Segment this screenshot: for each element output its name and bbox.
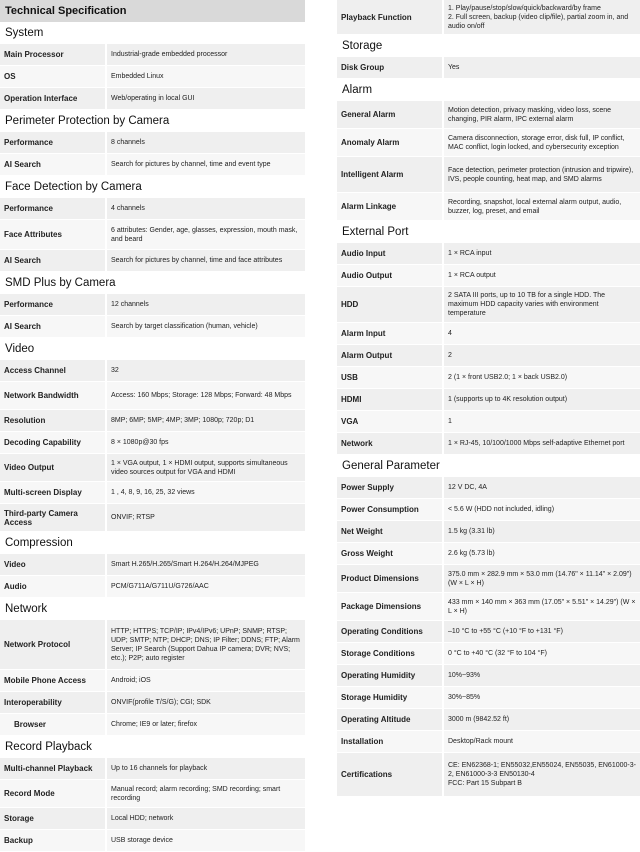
spec-value: 375.0 mm × 282.9 mm × 53.0 mm (14.76" × 11.14" × 2.09") (W × L × H) — [444, 565, 640, 592]
spec-value: CE: EN62368-1; EN55032,EN55024, EN55035, EN61000-3-2, EN61000-3-3 EN50130-4 FCC: Part 15 Subpart B — [444, 753, 640, 796]
spec-row-net-weight — [337, 521, 640, 543]
spec-label: Performance — [0, 294, 105, 315]
spec-row-disk-group — [337, 57, 640, 79]
spec-row-third-party-camera-access — [0, 504, 305, 532]
spec-value: 30%~85% — [444, 687, 640, 708]
spec-row-product-dimensions — [337, 565, 640, 593]
section-heading-video: Video — [5, 343, 35, 355]
spec-row-audio-input — [337, 243, 640, 265]
spec-value: USB storage device — [107, 830, 305, 851]
spec-row-multi-screen-display — [0, 482, 305, 504]
spec-value: 3000 m (9842.52 ft) — [444, 709, 640, 730]
spec-value: 1 (supports up to 4K resolution output) — [444, 389, 640, 410]
spec-label: Power Consumption — [337, 499, 442, 520]
spec-label: USB — [337, 367, 442, 388]
spec-row-mobile-phone-access — [0, 670, 305, 692]
spec-row-network-bandwidth — [0, 382, 305, 410]
spec-value: 2 — [444, 345, 640, 366]
spec-label: Gross Weight — [337, 543, 442, 564]
spec-row-general-alarm — [337, 101, 640, 129]
spec-value: Camera disconnection, storage error, disk full, IP conflict, MAC conflict, login locked, and cybersecurity exception — [444, 129, 640, 156]
spec-label: Mobile Phone Access — [0, 670, 105, 691]
spec-value: Chrome; IE9 or later; firefox — [107, 714, 305, 735]
spec-value: Search for pictures by channel, time and face attributes — [107, 250, 305, 271]
spec-label: Playback Function — [337, 0, 442, 34]
spec-label: VGA — [337, 411, 442, 432]
spec-value: 1 , 4, 8, 9, 16, 25, 32 views — [107, 482, 305, 503]
spec-label: HDD — [337, 287, 442, 322]
spec-label: Intelligent Alarm — [337, 157, 442, 192]
spec-value: –10 °C to +55 °C (+10 °F to +131 °F) — [444, 621, 640, 642]
section-heading-storage: Storage — [342, 40, 383, 52]
spec-row-alarm-linkage — [337, 193, 640, 221]
spec-row-storage-conditions — [337, 643, 640, 665]
spec-value: 1 × RCA input — [444, 243, 640, 264]
spec-label: Face Attributes — [0, 220, 105, 249]
spec-value: 4 channels — [107, 198, 305, 219]
spec-value: Yes — [444, 57, 640, 78]
spec-value: 433 mm × 140 mm × 363 mm (17.05" × 5.51" × 14.29") (W × L × H) — [444, 593, 640, 620]
spec-label: Video Output — [0, 454, 105, 481]
spec-row-resolution — [0, 410, 305, 432]
spec-label: Alarm Input — [337, 323, 442, 344]
spec-value: 0 °C to +40 °C (32 °F to 104 °F) — [444, 643, 640, 664]
spec-title: Technical Specification — [0, 0, 305, 22]
spec-label: Certifications — [337, 753, 442, 796]
spec-label: AI Search — [0, 316, 105, 337]
section-heading-perimeter-protection-by-camera: Perimeter Protection by Camera — [5, 115, 170, 127]
spec-value: 32 — [107, 360, 305, 381]
spec-row-gross-weight — [337, 543, 640, 565]
spec-row-anomaly-alarm — [337, 129, 640, 157]
spec-row-network — [337, 433, 640, 455]
spec-row-operating-altitude — [337, 709, 640, 731]
spec-label: Network — [337, 433, 442, 454]
spec-label: Multi-channel Playback — [0, 758, 105, 779]
spec-row-alarm-input — [337, 323, 640, 345]
section-heading-alarm: Alarm — [342, 84, 373, 96]
spec-value: 2.6 kg (5.73 lb) — [444, 543, 640, 564]
spec-value: 2 SATA III ports, up to 10 TB for a single HDD. The maximum HDD capacity varies with environment temperature — [444, 287, 640, 322]
spec-row-usb — [337, 367, 640, 389]
spec-row-access-channel — [0, 360, 305, 382]
spec-label: Alarm Output — [337, 345, 442, 366]
spec-row-audio-output — [337, 265, 640, 287]
spec-label: Access Channel — [0, 360, 105, 381]
spec-value: 1. Play/pause/stop/slow/quick/backward/by frame 2. Full screen, backup (video clip/file), partial zoom in, and audio on/off — [444, 0, 640, 34]
section-heading-face-detection-by-camera: Face Detection by Camera — [5, 181, 142, 193]
spec-row-hdd — [337, 287, 640, 323]
spec-row-face-attributes — [0, 220, 305, 250]
spec-label: Audio Output — [337, 265, 442, 286]
spec-value: Web/operating in local GUI — [107, 88, 305, 109]
spec-row-network-protocol — [0, 620, 305, 670]
section-heading-record-playback: Record Playback — [5, 741, 92, 753]
spec-row-multi-channel-playback — [0, 758, 305, 780]
spec-row-operating-conditions — [337, 621, 640, 643]
spec-row-decoding-capability — [0, 432, 305, 454]
spec-row-certifications — [337, 753, 640, 797]
spec-row-video — [0, 554, 305, 576]
spec-row-ai-search — [0, 316, 305, 338]
spec-value: ONVIF; RTSP — [107, 504, 305, 531]
spec-label: Storage — [0, 808, 105, 829]
spec-label: Video — [0, 554, 105, 575]
section-heading-system: System — [5, 27, 44, 39]
spec-label: Network Protocol — [0, 620, 105, 669]
spec-value: Android; iOS — [107, 670, 305, 691]
spec-row-performance — [0, 198, 305, 220]
spec-label: Backup — [0, 830, 105, 851]
spec-value: Embedded Linux — [107, 66, 305, 87]
spec-value: Up to 16 channels for playback — [107, 758, 305, 779]
spec-label: Package Dimensions — [337, 593, 442, 620]
section-heading-general-parameter: General Parameter — [342, 460, 440, 472]
spec-value: Search by target classification (human, vehicle) — [107, 316, 305, 337]
spec-value: Smart H.265/H.265/Smart H.264/H.264/MJPEG — [107, 554, 305, 575]
spec-row-video-output — [0, 454, 305, 482]
spec-row-backup — [0, 830, 305, 852]
spec-value: Recording, snapshot, local external alarm output, audio, buzzer, log, preset, and email — [444, 193, 640, 220]
right-column — [337, 0, 640, 797]
spec-label: HDMI — [337, 389, 442, 410]
spec-value: < 5.6 W (HDD not included, idling) — [444, 499, 640, 520]
spec-row-hdmi — [337, 389, 640, 411]
spec-value: Access: 160 Mbps; Storage: 128 Mbps; Forward: 48 Mbps — [107, 382, 305, 409]
spec-value: 6 attributes: Gender, age, glasses, expression, mouth mask, and beard — [107, 220, 305, 249]
spec-value: 12 channels — [107, 294, 305, 315]
spec-value: HTTP; HTTPS; TCP/IP; IPv4/IPv6; UPnP; SNMP; RTSP; UDP; SMTP; NTP; DHCP; DNS; IP Filter; DDNS; FTP; Alarm Server; IP Search (Support Dahua IP camera; DVR; NVS; etc.); P2P; auto register — [107, 620, 305, 669]
spec-label: Disk Group — [337, 57, 442, 78]
spec-label: Anomaly Alarm — [337, 129, 442, 156]
section-heading-compression: Compression — [5, 537, 73, 549]
spec-value: 1.5 kg (3.31 lb) — [444, 521, 640, 542]
spec-label: Audio Input — [337, 243, 442, 264]
spec-value: 1 × RJ-45, 10/100/1000 Mbps self-adaptive Ethernet port — [444, 433, 640, 454]
spec-label: Performance — [0, 198, 105, 219]
spec-value: 8MP; 6MP; 5MP; 4MP; 3MP; 1080p; 720p; D1 — [107, 410, 305, 431]
spec-row-playback-function — [337, 0, 640, 35]
spec-label: AI Search — [0, 154, 105, 175]
spec-label: Third-party Camera Access — [0, 504, 105, 531]
spec-value: 8 × 1080p@30 fps — [107, 432, 305, 453]
spec-label: Operating Altitude — [337, 709, 442, 730]
spec-label: Storage Humidity — [337, 687, 442, 708]
spec-value: Industrial-grade embedded processor — [107, 44, 305, 65]
spec-value: 2 (1 × front USB2.0; 1 × back USB2.0) — [444, 367, 640, 388]
section-heading-smd-plus-by-camera: SMD Plus by Camera — [5, 277, 116, 289]
spec-value: Local HDD; network — [107, 808, 305, 829]
spec-label: Operation Interface — [0, 88, 105, 109]
spec-row-os — [0, 66, 305, 88]
spec-row-performance — [0, 132, 305, 154]
spec-row-record-mode — [0, 780, 305, 808]
spec-row-installation — [337, 731, 640, 753]
spec-label: Audio — [0, 576, 105, 597]
spec-row-operation-interface — [0, 88, 305, 110]
spec-row-ai-search — [0, 250, 305, 272]
spec-label: Performance — [0, 132, 105, 153]
spec-value: 1 — [444, 411, 640, 432]
spec-row-storage — [0, 808, 305, 830]
spec-row-browser — [0, 714, 305, 736]
spec-label: Resolution — [0, 410, 105, 431]
spec-value: Desktop/Rack mount — [444, 731, 640, 752]
spec-row-performance — [0, 294, 305, 316]
section-heading-external-port: External Port — [342, 226, 409, 238]
spec-label: Net Weight — [337, 521, 442, 542]
spec-value: 1 × VGA output, 1 × HDMI output, supports simultaneous video sources output for VGA and HDMI — [107, 454, 305, 481]
spec-label: Storage Conditions — [337, 643, 442, 664]
spec-row-main-processor — [0, 44, 305, 66]
spec-label: AI Search — [0, 250, 105, 271]
spec-row-vga — [337, 411, 640, 433]
spec-row-interoperability — [0, 692, 305, 714]
spec-value: Search for pictures by channel, time and event type — [107, 154, 305, 175]
spec-row-power-consumption — [337, 499, 640, 521]
spec-label: Multi-screen Display — [0, 482, 105, 503]
spec-label: Interoperability — [0, 692, 105, 713]
spec-label: Browser — [0, 714, 105, 735]
spec-value: 4 — [444, 323, 640, 344]
spec-row-ai-search — [0, 154, 305, 176]
spec-label: Operating Conditions — [337, 621, 442, 642]
spec-label: Product Dimensions — [337, 565, 442, 592]
spec-value: 12 V DC, 4A — [444, 477, 640, 498]
spec-label: Operating Humidity — [337, 665, 442, 686]
spec-row-storage-humidity — [337, 687, 640, 709]
spec-label: Installation — [337, 731, 442, 752]
spec-value: Face detection, perimeter protection (intrusion and tripwire), IVS, people counting, heat map, and SMD alarms — [444, 157, 640, 192]
spec-value: 1 × RCA output — [444, 265, 640, 286]
spec-value: Motion detection, privacy masking, video loss, scene changing, PIR alarm, IPC external alarm — [444, 101, 640, 128]
section-heading-network: Network — [5, 603, 48, 615]
spec-label: Alarm Linkage — [337, 193, 442, 220]
spec-row-alarm-output — [337, 345, 640, 367]
spec-value: ONVIF(profile T/S/G); CGI; SDK — [107, 692, 305, 713]
spec-row-intelligent-alarm — [337, 157, 640, 193]
left-column — [0, 0, 305, 852]
spec-label: Decoding Capability — [0, 432, 105, 453]
spec-row-operating-humidity — [337, 665, 640, 687]
spec-value: PCM/G711A/G711U/G726/AAC — [107, 576, 305, 597]
spec-row-audio — [0, 576, 305, 598]
spec-label: Record Mode — [0, 780, 105, 807]
spec-value: Manual record; alarm recording; SMD recording; smart recording — [107, 780, 305, 807]
spec-label: Power Supply — [337, 477, 442, 498]
spec-label: OS — [0, 66, 105, 87]
spec-row-package-dimensions — [337, 593, 640, 621]
spec-label: Network Bandwidth — [0, 382, 105, 409]
spec-value: 8 channels — [107, 132, 305, 153]
spec-value: 10%~93% — [444, 665, 640, 686]
spec-label: General Alarm — [337, 101, 442, 128]
spec-label: Main Processor — [0, 44, 105, 65]
spec-row-power-supply — [337, 477, 640, 499]
